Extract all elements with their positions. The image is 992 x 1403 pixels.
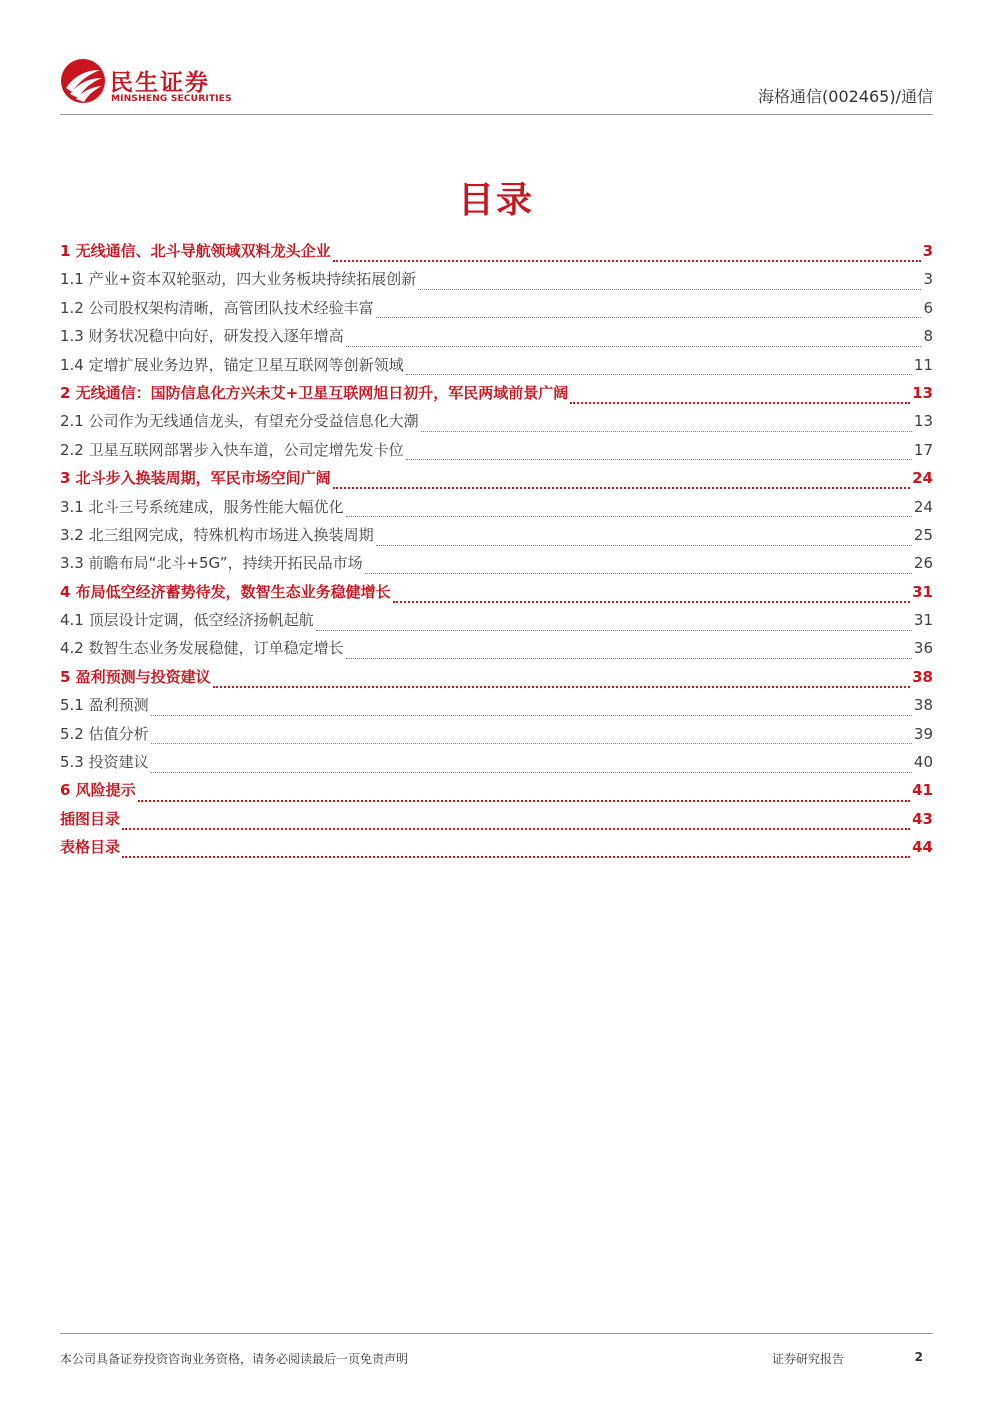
toc-leader-dots — [376, 535, 912, 546]
report-title: 海格通信(002465)/通信 — [758, 87, 933, 106]
toc-entry-title: 1.1 产业+资本双轮驱动，四大业务板块持续拓展创新 — [60, 270, 417, 289]
toc-entry-page: 31 — [913, 611, 933, 630]
toc-entry-title: 4.2 数智生态业务发展稳健，订单稳定增长 — [60, 639, 344, 658]
toc-leader-dots — [122, 818, 910, 830]
toc-entry-chapter[interactable] — [60, 776, 933, 804]
toc-entry-chapter[interactable] — [60, 237, 933, 265]
toc-entry-chapter[interactable] — [60, 663, 933, 691]
toc-leader-dots — [316, 620, 912, 631]
toc-leader-dots — [346, 648, 912, 659]
toc-entry-chapter[interactable] — [60, 833, 933, 861]
toc-entry-title: 3.2 北三组网完成，特殊机构市场进入换装周期 — [60, 525, 374, 544]
toc-entry-chapter[interactable] — [60, 464, 933, 492]
toc-heading: 目录 — [457, 180, 534, 221]
toc-leader-dots — [570, 392, 910, 404]
toc-leader-dots — [213, 676, 910, 688]
toc-entry-page: 40 — [913, 753, 933, 772]
toc-leader-dots — [122, 846, 910, 858]
toc-entry-section[interactable] — [60, 521, 933, 549]
toc-entry-title: 1.2 公司股权架构清晰，高管团队技术经验丰富 — [60, 298, 374, 317]
page-header — [60, 52, 933, 115]
toc-entry-page: 38 — [912, 667, 933, 686]
toc-entry-title: 插图目录 — [60, 809, 121, 828]
toc-entry-section[interactable] — [60, 322, 933, 350]
toc-entry-section[interactable] — [60, 265, 933, 293]
toc-entry-page: 17 — [913, 440, 933, 459]
toc-entry-page: 44 — [912, 838, 933, 857]
toc-leader-dots — [376, 307, 922, 318]
toc-entry-title: 1.4 定增扩展业务边界，锚定卫星互联网等创新领域 — [60, 355, 404, 374]
toc-entry-title: 4.1 顶层设计定调，低空经济扬帆起航 — [60, 611, 314, 630]
toc-entry-chapter[interactable] — [60, 578, 933, 606]
toc-leader-dots — [418, 279, 921, 290]
toc-entry-page: 3 — [923, 270, 933, 289]
toc-entry-page: 36 — [913, 639, 933, 658]
toc-entry-section[interactable] — [60, 549, 933, 577]
footer-doc-type: 证券研究报告 — [772, 1352, 845, 1366]
toc-entry-title: 3.3 前瞻布局“北斗+5G”，持续开拓民品市场 — [60, 554, 363, 573]
minsheng-logo-icon — [60, 58, 106, 104]
brand-name-en: MINSHENG SECURITIES — [111, 94, 232, 104]
toc-entry-page: 24 — [913, 497, 933, 516]
toc-leader-dots — [151, 762, 912, 773]
toc-leader-dots — [365, 563, 912, 574]
toc-entry-page: 3 — [922, 242, 933, 260]
toc-entry-title: 1.3 财务状况稳中向好，研发投入逐年增高 — [60, 327, 344, 346]
toc-leader-dots — [151, 733, 912, 744]
page-footer — [60, 1333, 933, 1374]
toc-leader-dots — [346, 506, 912, 517]
toc-entry-page: 38 — [913, 696, 933, 715]
brand-name-cn: 民生证券 — [110, 70, 210, 96]
toc-entry-section[interactable] — [60, 294, 933, 322]
toc-entry-section[interactable] — [60, 436, 933, 464]
toc-entry-title: 5.1 盈利预测 — [60, 696, 149, 715]
toc-entry-page: 13 — [913, 412, 933, 431]
table-of-contents — [60, 237, 933, 862]
toc-entry-section[interactable] — [60, 351, 933, 379]
toc-entry-chapter[interactable] — [60, 805, 933, 833]
toc-entry-chapter[interactable] — [60, 379, 933, 407]
toc-entry-section[interactable] — [60, 493, 933, 521]
toc-entry-page: 25 — [913, 525, 933, 544]
toc-entry-page: 31 — [912, 582, 933, 601]
toc-entry-title: 3 北斗步入换装周期，军民市场空间广阔 — [60, 469, 331, 488]
toc-entry-title: 1 无线通信、北斗导航领域双料龙头企业 — [60, 242, 331, 260]
toc-entry-title: 2 无线通信：国防信息化方兴未艾+卫星互联网旭日初升，军民两域前景广阔 — [60, 383, 569, 402]
toc-leader-dots — [346, 336, 922, 347]
toc-entry-section[interactable] — [60, 634, 933, 662]
toc-entry-page: 11 — [913, 355, 933, 374]
toc-leader-dots — [151, 705, 912, 716]
toc-entry-section[interactable] — [60, 748, 933, 776]
toc-leader-dots — [333, 250, 921, 262]
toc-leader-dots — [421, 421, 912, 432]
footer-disclaimer: 本公司具备证券投资咨询业务资格，请务必阅读最后一页免责声明 — [60, 1352, 409, 1366]
toc-entry-page: 43 — [912, 809, 933, 828]
toc-entry-title: 6 风险提示 — [60, 781, 136, 800]
toc-entry-page: 41 — [912, 781, 933, 800]
toc-entry-section[interactable] — [60, 691, 933, 719]
toc-entry-page: 26 — [913, 554, 933, 573]
toc-entry-title: 5.3 投资建议 — [60, 753, 149, 772]
toc-leader-dots — [138, 790, 910, 802]
toc-leader-dots — [333, 477, 910, 489]
toc-leader-dots — [406, 449, 912, 460]
toc-entry-title: 5.2 估值分析 — [60, 724, 149, 743]
toc-entry-title: 5 盈利预测与投资建议 — [60, 667, 211, 686]
toc-entry-title: 4 布局低空经济蓄势待发，数智生态业务稳健增长 — [60, 582, 391, 601]
toc-entry-title: 3.1 北斗三号系统建成，服务性能大幅优化 — [60, 497, 344, 516]
toc-entry-title: 2.2 卫星互联网部署步入快车道，公司定增先发卡位 — [60, 440, 404, 459]
toc-entry-section[interactable] — [60, 407, 933, 435]
toc-leader-dots — [406, 364, 912, 375]
toc-entry-section[interactable] — [60, 720, 933, 748]
toc-entry-page: 39 — [913, 724, 933, 743]
page-number: 2 — [914, 1350, 923, 1364]
toc-entry-page: 13 — [912, 383, 933, 402]
toc-entry-title: 表格目录 — [60, 838, 121, 857]
toc-entry-section[interactable] — [60, 606, 933, 634]
toc-entry-page: 8 — [923, 327, 933, 346]
toc-entry-page: 24 — [912, 469, 933, 488]
toc-leader-dots — [393, 591, 910, 603]
toc-entry-page: 6 — [923, 298, 933, 317]
toc-entry-title: 2.1 公司作为无线通信龙头，有望充分受益信息化大潮 — [60, 412, 419, 431]
